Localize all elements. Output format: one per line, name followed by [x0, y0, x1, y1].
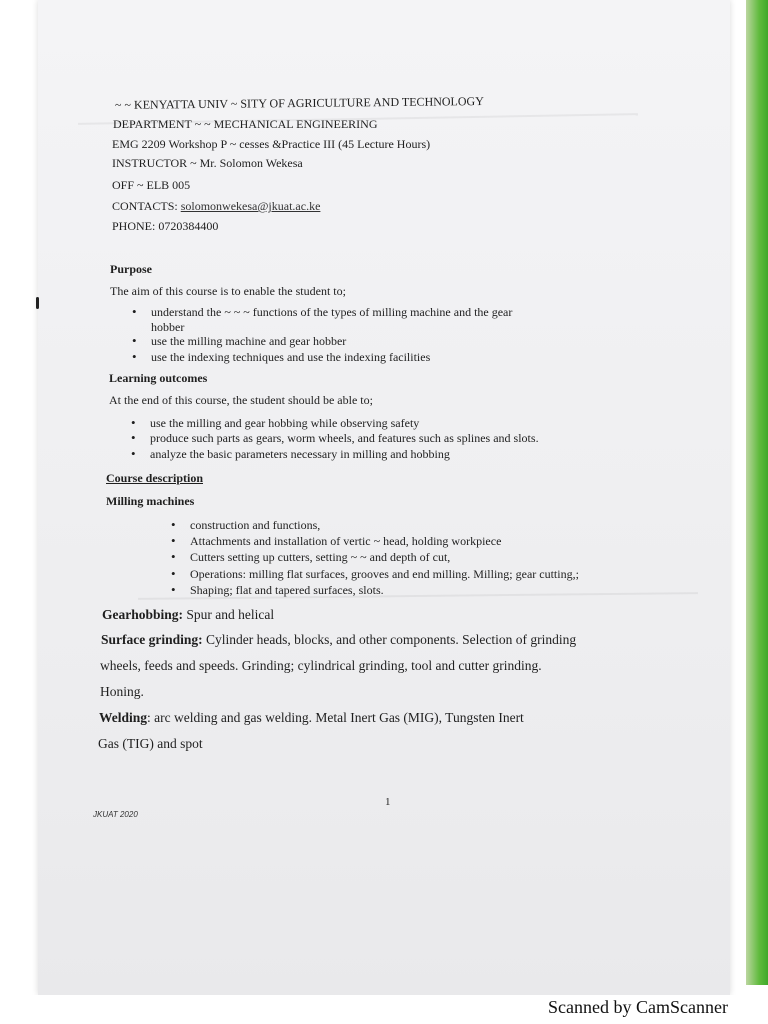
purpose-item-continued: hobber: [151, 320, 185, 334]
background-edge: [746, 0, 768, 985]
gearhobbing-text: Spur and helical: [183, 607, 275, 622]
course-line: EMG 2209 Workshop P ~ cesses &Practice III (45 Lecture Hours): [112, 137, 431, 151]
outcome-item: • analyze the basic parameters necessary in milling and hobbing: [150, 447, 450, 462]
purpose-item: • use the indexing techniques and use the indexing facilities: [151, 350, 430, 365]
university-line: ~ ~ KENYATTA UNIV ~ SITY OF AGRICULTURE AND TECHNOLOGY: [114, 94, 484, 112]
purpose-intro: The aim of this course is to enable the student to;: [110, 284, 346, 298]
grinding-label: Surface grinding:: [101, 632, 203, 647]
welding-line: [99, 710, 524, 726]
outcomes-intro: At the end of this course, the student should be able to;: [109, 393, 373, 407]
phone-line: PHONE: 0720384400: [112, 219, 219, 233]
gearhobbing-line: [102, 607, 274, 623]
welding-text: : arc welding and gas welding. Metal Inert Gas (MIG), Tungsten Inert: [147, 710, 524, 725]
outcome-item: • use the milling and gear hobbing while observing safety: [150, 416, 419, 431]
purpose-item: • use the milling machine and gear hobber: [151, 334, 346, 349]
course-description-heading: Course description: [106, 471, 203, 485]
ink-smudge: [36, 297, 39, 309]
outcome-item: • produce such parts as gears, worm wheels, and features such as splines and slots.: [150, 431, 539, 446]
gearhobbing-label: Gearhobbing:: [102, 607, 184, 622]
instructor-line: INSTRUCTOR ~ Mr. Solomon Wekesa: [112, 156, 303, 170]
department-line: DEPARTMENT ~ ~ MECHANICAL ENGINEERING: [113, 117, 378, 131]
grinding-line: [101, 632, 576, 648]
milling-item: • Shaping; flat and tapered surfaces, slots.: [190, 583, 384, 598]
grinding-line-2: wheels, feeds and speeds. Grinding; cylindrical grinding, tool and cutter grinding.: [100, 658, 542, 673]
welding-label: Welding: [99, 710, 148, 725]
contacts-label: CONTACTS:: [112, 199, 178, 213]
contacts-line: [112, 199, 320, 214]
milling-heading: Milling machines: [106, 494, 195, 508]
footer-org: JKUAT 2020: [93, 810, 138, 819]
scanner-watermark: Scanned by CamScanner: [548, 997, 728, 1017]
purpose-heading: Purpose: [110, 262, 152, 276]
outcomes-heading: Learning outcomes: [109, 371, 208, 385]
milling-item: • Attachments and installation of vertic ~ head, holding workpiece: [190, 534, 501, 549]
contacts-email-link[interactable]: solomonwekesa@jkuat.ac.ke: [180, 199, 321, 213]
milling-item: • Cutters setting up cutters, setting ~ ~ and depth of cut,: [190, 550, 450, 565]
grinding-line-3: Honing.: [100, 684, 144, 699]
page-number: 1: [385, 796, 391, 808]
purpose-item: • understand the ~ ~ ~ functions of the types of milling machine and the gear: [151, 305, 512, 320]
milling-item: • construction and functions,: [190, 518, 320, 533]
grinding-text: Cylinder heads, blocks, and other components. Selection of grinding: [202, 632, 577, 647]
welding-line-2: Gas (TIG) and spot: [98, 736, 203, 751]
office-line: OFF ~ ELB 005: [112, 178, 191, 192]
milling-item: • Operations: milling flat surfaces, grooves and end milling. Milling; gear cutting,;: [190, 567, 579, 582]
